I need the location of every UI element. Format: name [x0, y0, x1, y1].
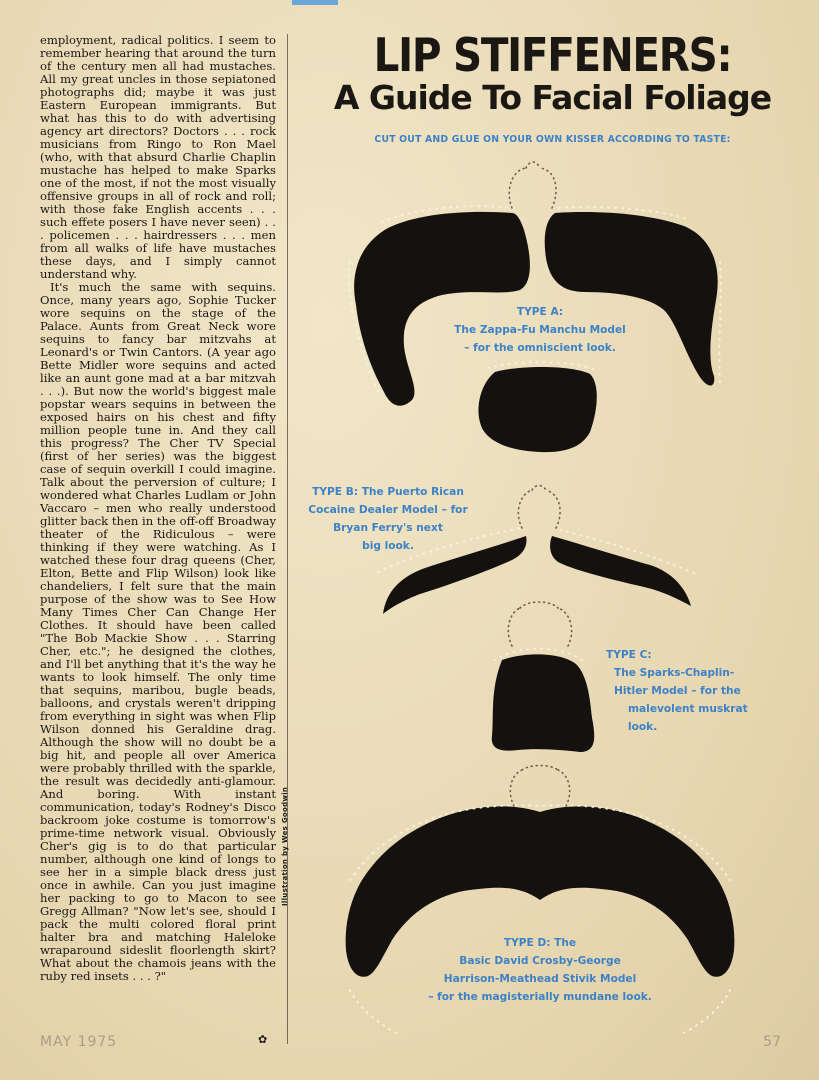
- cutline-d-bottom-right: [680, 990, 730, 1035]
- feature-subtitle: A Guide To Facial Foliage: [333, 78, 772, 117]
- type-d-caption: [395, 934, 685, 1006]
- issue-date: MAY 1975: [40, 1034, 118, 1050]
- type-d-line-4: – for the magisterially mundane look.: [428, 991, 652, 1003]
- type-c-line-1: TYPE C:: [606, 649, 652, 661]
- type-c-line-5: look.: [628, 721, 658, 733]
- type-d-line-1: TYPE D: The: [503, 937, 577, 949]
- nose-outline-d: [510, 766, 569, 807]
- illustration-credit: Illustration by Wes Goodwin: [281, 786, 289, 906]
- article-paragraph-2: It's much the same with sequins. Once, many years ago, Sophie Tucker wore sequins on the stage of the Palace. Aunts from Great Neck wore sequins to fancy bar mitzvahs at Leonard's or Twin Cantors. (A year ago Bette Midler wore sequins and acted like an aunt gone mad at a bar mitzvah . . .). But now the world's biggest male popstar wears sequins in between the exposed hairs on his chest and fifty million people tune in. And they call this progress? The Cher TV Special (first of her series) was the biggest case of sequin overkill I could imagine. Talk about the perversion of culture; I wondered what Charles Ludlam or John Vaccaro – men who really understood glitter back then in the off-off Broadway theater of the Ridiculous – were thinking if they were watching. As I watched these four drag queens (Cher, Elton, Bette and Flip Wilson) look like chandeliers, I felt sure that the main purpose of the show was to See How Many Times Cher Can Change Her Clothes. It should have been called "The Bob Mackie Show . . . Starring Cher, etc."; he designed the clothes, and I'll bet anything that it's the way he wants to look himself. The only time that sequins, maribou, bugle beads, balloons, and crystals weren't dripping from everything in sight was when Flip Wilson donned his Geraldine drag. Although the show will no doubt be a big hit, and people all over America were probably thrilled with the sparkle, the result was decidedly anti-glamour. And boring. With instant communication, today's Rodney's Disco backroom joke costume is tomorrow's prime-time network visual. Obviously Cher's gig is to do that particular number, although one kind of longs to see her in a simple black dress just once in awhile. Can you just imagine her packing to go to Macon to see Gregg Allman? "Now let's see, should I pack the multi colored floral print halter bra and matching Haleloke wraparound sideslit floorlength skirt? What about the chamois jeans with the ruby red insets . . . ?": [40, 280, 276, 983]
- nose-outline-b: [518, 486, 560, 529]
- type-c-line-2: The Sparks-Chaplin-: [614, 667, 735, 679]
- feature-instruction: CUT OUT AND GLUE ON YOUR OWN KISSER ACCORDING TO TASTE:: [374, 134, 731, 145]
- type-b-line-3: Bryan Ferry's next: [333, 522, 443, 534]
- mustache-a-right: [545, 212, 718, 386]
- type-a-caption: [420, 303, 660, 357]
- type-a-line-3: – for the omniscient look.: [464, 342, 616, 354]
- cutline-d-bottom: [350, 990, 400, 1035]
- type-b-line-4: big look.: [362, 540, 414, 552]
- feature-title: LIP STIFFENERS:: [373, 28, 732, 82]
- type-c-line-3: Hitler Model – for the: [614, 685, 741, 697]
- type-b-line-2: Cocaine Dealer Model – for: [308, 504, 468, 516]
- type-c-line-4: malevolent muskrat: [628, 703, 748, 715]
- type-d-line-3: Harrison-Meathead Stivik Model: [443, 973, 637, 985]
- cutline-a-right-edge: [719, 262, 720, 384]
- article-paragraph-1: employment, radical politics. I seem to remember hearing that around the turn of the century men all had mustaches. All my great uncles in those sepiatoned photographs did; maybe it was just Eastern European immigrants. But what has this to do with advertising agency art directors? Doctors . . . rock musicians from Ringo to Ron Mael (who, with that absurd Charlie Chaplin mustache has helped to make Sparks one of the most, if not the most visually offensive groups in all of rock and roll; with those fake English accents . . . such effete posers I have never seen) . . . policemen . . . hairdressers . . . men from all walks of life have mustaches these days, and I simply cannot understand why.: [40, 33, 276, 281]
- type-b-caption: [298, 483, 478, 555]
- type-c-caption: [606, 646, 776, 736]
- goatee-a: [478, 367, 596, 452]
- type-d-line-2: Basic David Crosby-George: [459, 955, 621, 967]
- nose-outline-a: [509, 162, 556, 208]
- mustache-c: [492, 654, 594, 752]
- nose-outline-c: [508, 602, 571, 646]
- type-a-line-2: The Zappa-Fu Manchu Model: [454, 324, 626, 336]
- type-b-line-1: TYPE B: The Puerto Rican: [312, 486, 464, 498]
- page-number: 57: [763, 1034, 781, 1050]
- type-a-line-1: TYPE A:: [516, 306, 564, 318]
- end-mark-icon: ✿: [258, 1033, 268, 1046]
